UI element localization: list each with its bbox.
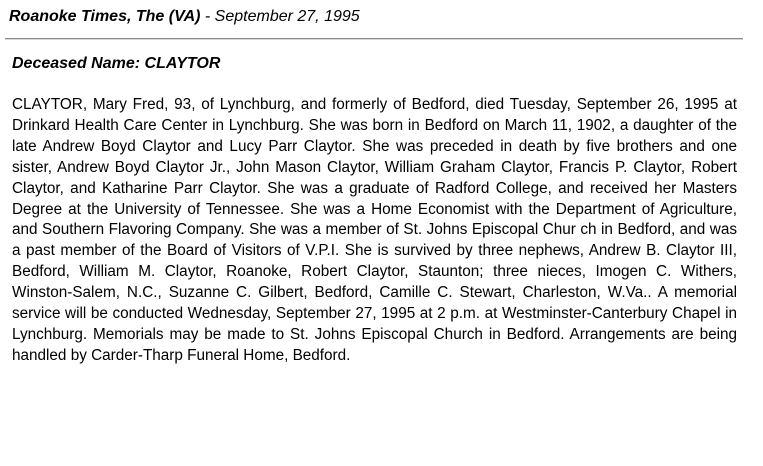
publication-header: [9, 6, 360, 28]
deceased-name-label: Deceased Name:: [12, 55, 141, 72]
deceased-name: CLAYTOR: [144, 55, 221, 72]
header-separator: -: [200, 8, 215, 25]
publication-date: September 27, 1995: [214, 8, 360, 25]
obituary-text: CLAYTOR, Mary Fred, 93, of Lynchburg, and formerly of Bedford, died Tuesday, September 26, 1995 at Drinkard Health Care Center in Lynchburg. She was born in Bedford on March 11, 1902, a daughter of the late Andrew Boyd Claytor and Lucy Parr Claytor. She was preceded in death by five brothers and one sister, Andrew Boyd Claytor Jr., John Mason Claytor, William Graham Claytor, Francis P. Claytor, Robert Claytor, and Katharine Parr Claytor. She was a graduate of Radford College, and received her Masters Degree at the University of Tennessee. She was a Home Economist with the Department of Agriculture, and Southern Flavoring Company. She was a member of St. Johns Episcopal Chur ch in Bedford, and was a past member of the Board of Visitors of V.P.I. She is survived by three nephews, Andrew B. Claytor III, Bedford, William M. Claytor, Roanoke, Robert Claytor, Staunton; three nieces, Imogen C. Withers, Winston-Salem, N.C., Suzanne C. Gilbert, Bedford, Camille C. Stewart, Charleston, W.Va.. A memorial service will be conducted Wednesday, September 27, 1995 at 2 p.m. at Westminster-Canterbury Chapel in Lynchburg. Memorials may be made to St. Johns Episcopal Church in Bedford. Arrangements are being handled by Carder-Tharp Funeral Home, Bedford.: [12, 96, 737, 364]
deceased-name-line: [12, 53, 220, 75]
publication-source: Roanoke Times, The (VA): [9, 8, 201, 25]
header-divider: [5, 38, 743, 40]
